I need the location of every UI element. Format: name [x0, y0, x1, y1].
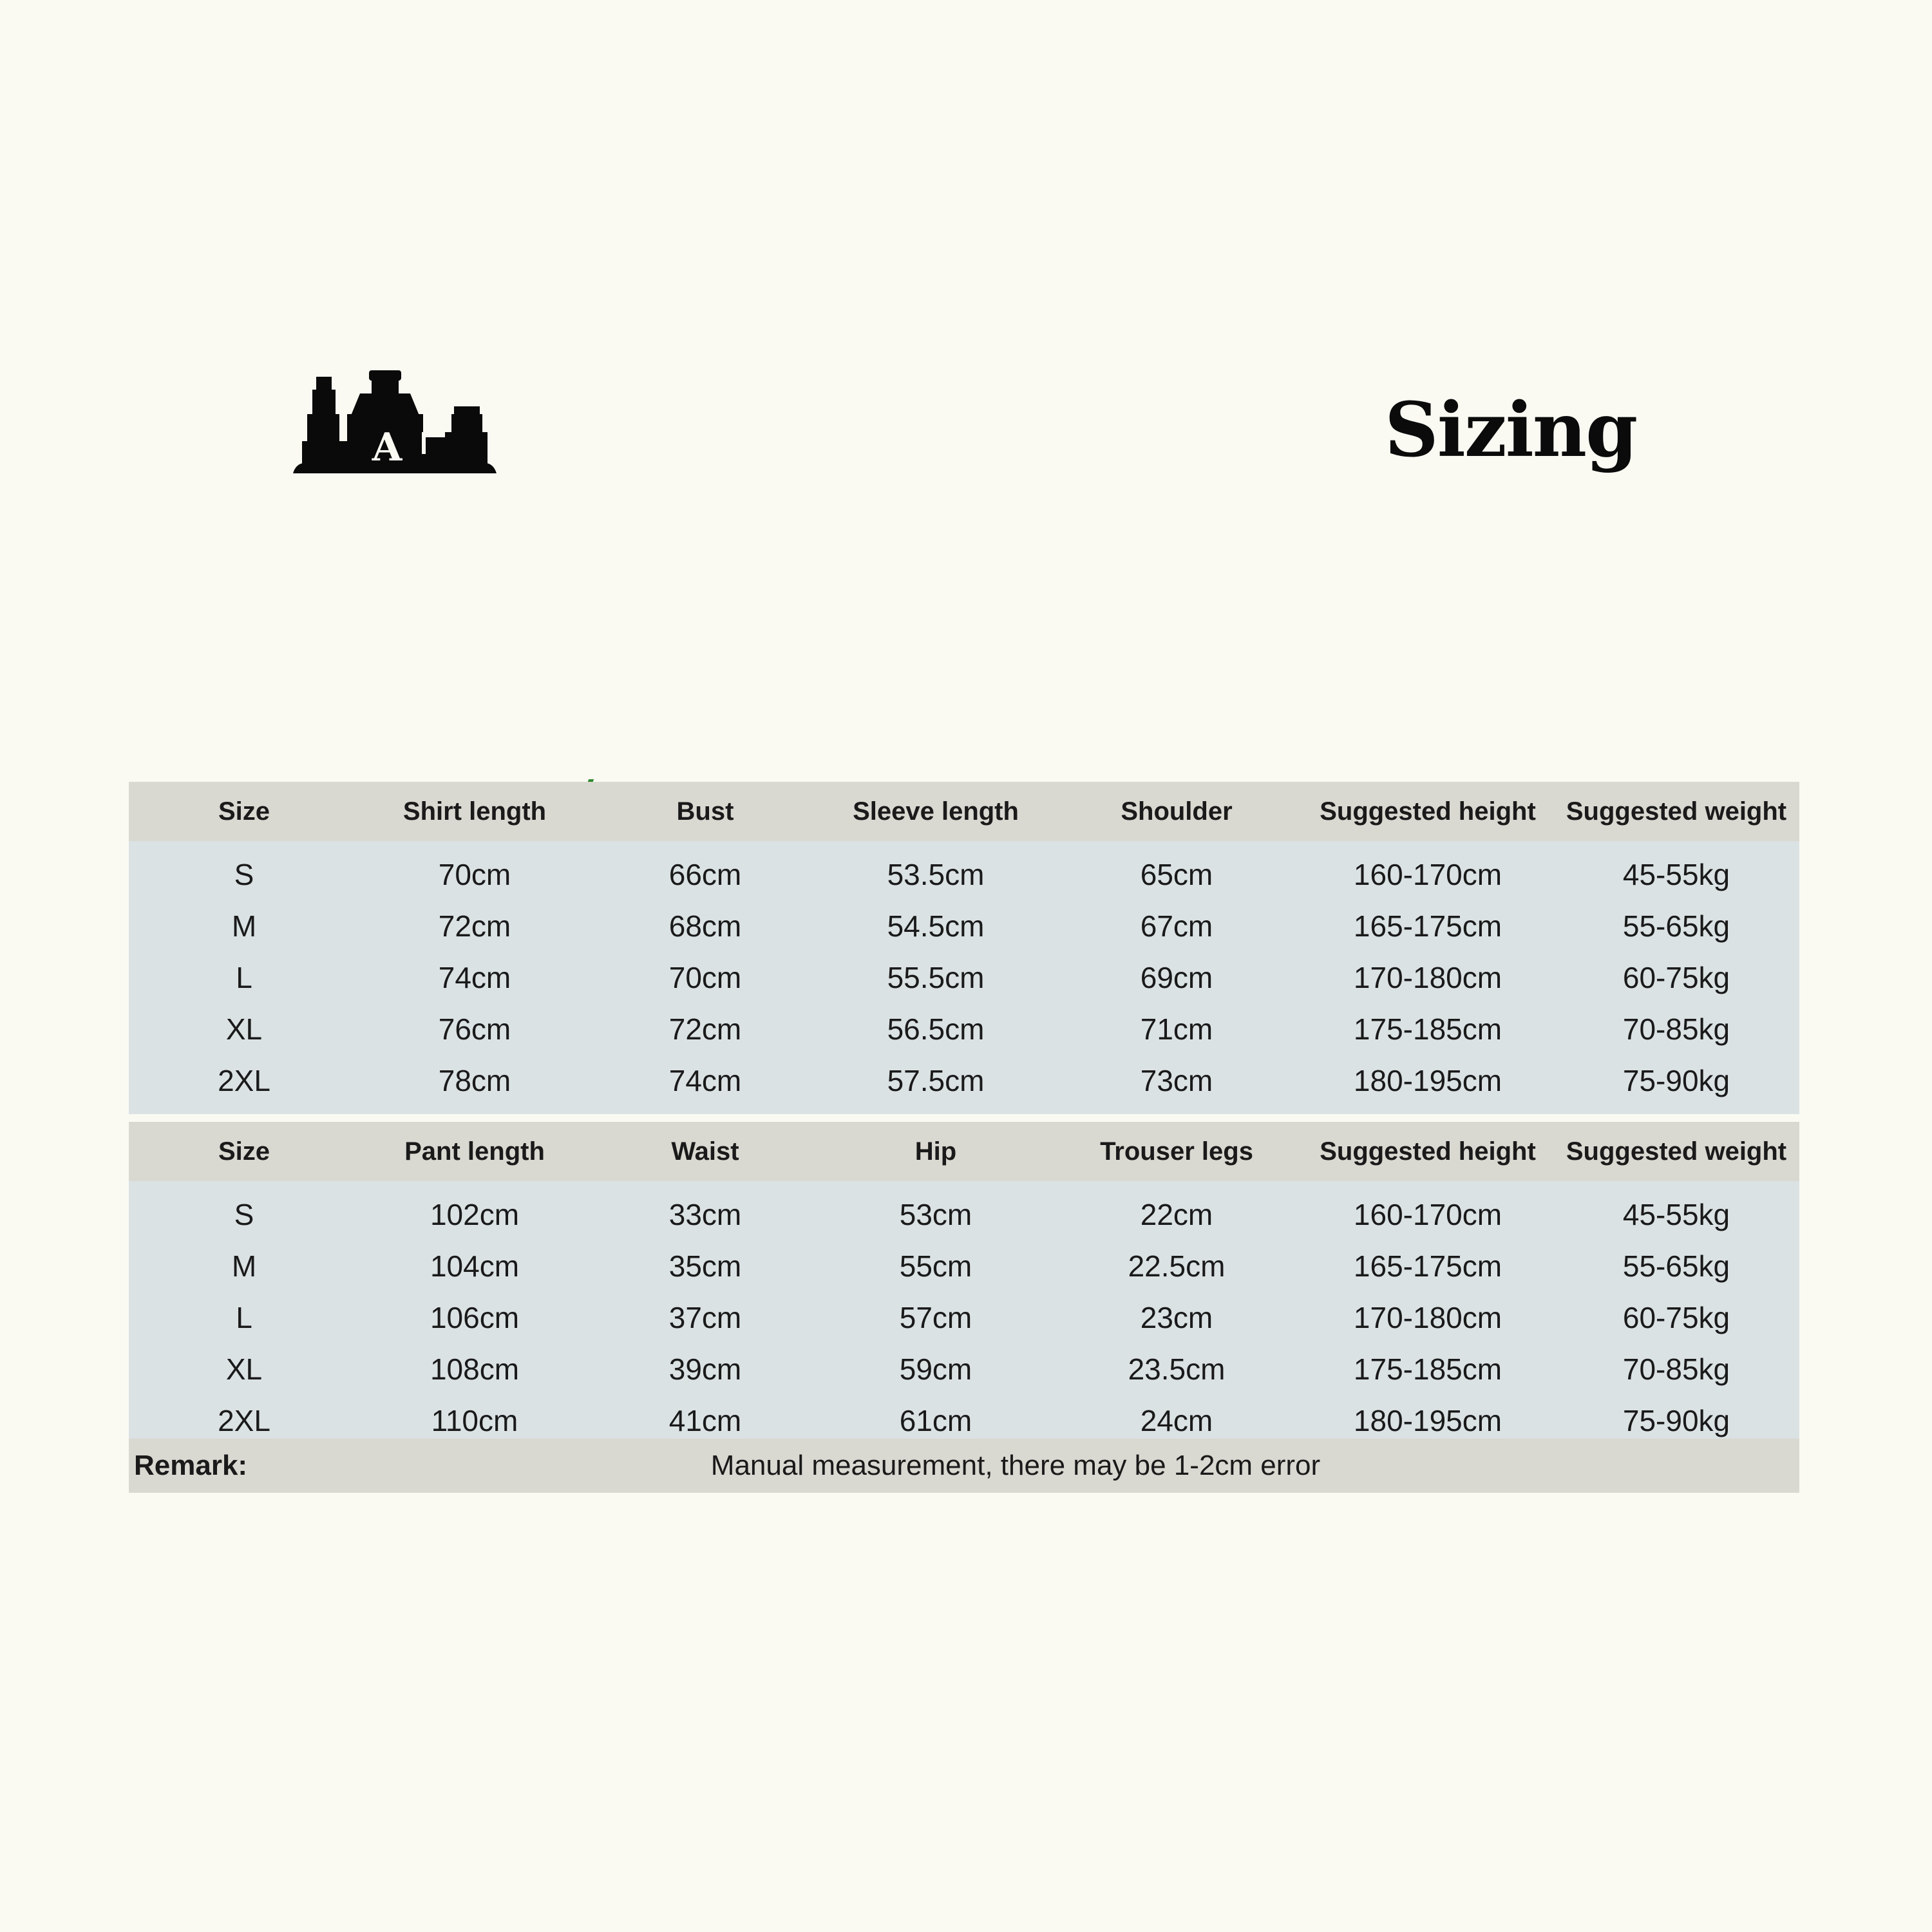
- table-cell: 68cm: [590, 900, 820, 952]
- header-cell: Shirt length: [359, 782, 590, 841]
- table-cell: 175-185cm: [1302, 1343, 1553, 1395]
- table-cell: M: [129, 900, 359, 952]
- table-cell: 170-180cm: [1302, 952, 1553, 1003]
- header-cell: Suggested weight: [1553, 1122, 1799, 1181]
- table-cell: 69cm: [1051, 952, 1302, 1003]
- table-cell: 165-175cm: [1302, 1240, 1553, 1292]
- table-cell: 72cm: [359, 900, 590, 952]
- table-cell: 72cm: [590, 1003, 820, 1055]
- header-cell: Shoulder: [1051, 782, 1302, 841]
- table-row: [129, 841, 1799, 900]
- table-cell: 45-55kg: [1553, 1181, 1799, 1240]
- table-cell: 60-75kg: [1553, 952, 1799, 1003]
- table-row: [129, 1181, 1799, 1240]
- logo-letter: A: [372, 425, 402, 470]
- table-cell: S: [129, 1181, 359, 1240]
- table-row: [129, 952, 1799, 1003]
- remark-label: Remark:: [134, 1450, 248, 1481]
- table-row: [129, 900, 1799, 952]
- table-row: [129, 1003, 1799, 1055]
- table-cell: 70-85kg: [1553, 1003, 1799, 1055]
- header-cell: Size: [129, 1122, 359, 1181]
- table-cell: 55.5cm: [820, 952, 1051, 1003]
- pant-size-table: [129, 1122, 1799, 1454]
- header-cell: Sleeve length: [820, 782, 1051, 841]
- table-cell: L: [129, 952, 359, 1003]
- header-cell: Suggested height: [1302, 782, 1553, 841]
- table-cell: 55-65kg: [1553, 900, 1799, 952]
- header-cell: Bust: [590, 782, 820, 841]
- table-cell: 33cm: [590, 1181, 820, 1240]
- table-cell: S: [129, 841, 359, 900]
- table-cell: 65cm: [1051, 841, 1302, 900]
- table-cell: 55-65kg: [1553, 1240, 1799, 1292]
- table-cell: 165-175cm: [1302, 900, 1553, 952]
- table-cell: 180-195cm: [1302, 1395, 1553, 1454]
- table-cell: 160-170cm: [1302, 841, 1553, 900]
- table-cell: 57cm: [820, 1292, 1051, 1343]
- table-cell: 170-180cm: [1302, 1292, 1553, 1343]
- header-cell: Trouser legs: [1051, 1122, 1302, 1181]
- pant-header-row: [129, 1122, 1799, 1181]
- table-cell: 53cm: [820, 1181, 1051, 1240]
- table-row: [129, 1240, 1799, 1292]
- table-cell: 41cm: [590, 1395, 820, 1454]
- table-cell: 54.5cm: [820, 900, 1051, 952]
- table-cell: 104cm: [359, 1240, 590, 1292]
- table-cell: XL: [129, 1343, 359, 1395]
- table-cell: 74cm: [359, 952, 590, 1003]
- shirt-header-row: [129, 782, 1799, 841]
- table-cell: 66cm: [590, 841, 820, 900]
- remark-text: Manual measurement, there may be 1-2cm error: [710, 1450, 1321, 1481]
- header-cell: Pant length: [359, 1122, 590, 1181]
- table-cell: 70cm: [590, 952, 820, 1003]
- remark-bar: [129, 1439, 1799, 1493]
- table-cell: 180-195cm: [1302, 1055, 1553, 1114]
- table-cell: 102cm: [359, 1181, 590, 1240]
- city-silhouette-logo-icon: [293, 370, 499, 480]
- table-cell: 70-85kg: [1553, 1343, 1799, 1395]
- header-cell: Suggested weight: [1553, 782, 1799, 841]
- table-row: [129, 1292, 1799, 1343]
- table-cell: 160-170cm: [1302, 1181, 1553, 1240]
- table-cell: 71cm: [1051, 1003, 1302, 1055]
- table-cell: 75-90kg: [1553, 1055, 1799, 1114]
- table-cell: 56.5cm: [820, 1003, 1051, 1055]
- table-cell: 24cm: [1051, 1395, 1302, 1454]
- header-cell: Size: [129, 782, 359, 841]
- table-cell: 110cm: [359, 1395, 590, 1454]
- table-cell: M: [129, 1240, 359, 1292]
- table-cell: 175-185cm: [1302, 1003, 1553, 1055]
- table-cell: 75-90kg: [1553, 1395, 1799, 1454]
- table-cell: 22cm: [1051, 1181, 1302, 1240]
- table-cell: 23.5cm: [1051, 1343, 1302, 1395]
- table-cell: 73cm: [1051, 1055, 1302, 1114]
- table-row: [129, 1343, 1799, 1395]
- table-cell: 55cm: [820, 1240, 1051, 1292]
- table-cell: 37cm: [590, 1292, 820, 1343]
- table-cell: 78cm: [359, 1055, 590, 1114]
- table-row: [129, 1055, 1799, 1114]
- table-cell: 67cm: [1051, 900, 1302, 952]
- table-cell: 39cm: [590, 1343, 820, 1395]
- table-cell: 35cm: [590, 1240, 820, 1292]
- table-cell: 61cm: [820, 1395, 1051, 1454]
- brand-logo: [293, 370, 499, 480]
- table-cell: 70cm: [359, 841, 590, 900]
- table-cell: 76cm: [359, 1003, 590, 1055]
- table-cell: 23cm: [1051, 1292, 1302, 1343]
- page-title: Sizing: [1385, 386, 1637, 474]
- header-cell: Waist: [590, 1122, 820, 1181]
- table-cell: 60-75kg: [1553, 1292, 1799, 1343]
- table-cell: 57.5cm: [820, 1055, 1051, 1114]
- table-cell: L: [129, 1292, 359, 1343]
- table-cell: 106cm: [359, 1292, 590, 1343]
- shirt-size-table: [129, 782, 1799, 1114]
- table-cell: 74cm: [590, 1055, 820, 1114]
- table-cell: 2XL: [129, 1395, 359, 1454]
- table-cell: 45-55kg: [1553, 841, 1799, 900]
- table-cell: 53.5cm: [820, 841, 1051, 900]
- table-cell: XL: [129, 1003, 359, 1055]
- table-cell: 22.5cm: [1051, 1240, 1302, 1292]
- table-cell: 2XL: [129, 1055, 359, 1114]
- header-cell: Suggested height: [1302, 1122, 1553, 1181]
- header-cell: Hip: [820, 1122, 1051, 1181]
- table-cell: 108cm: [359, 1343, 590, 1395]
- table-cell: 59cm: [820, 1343, 1051, 1395]
